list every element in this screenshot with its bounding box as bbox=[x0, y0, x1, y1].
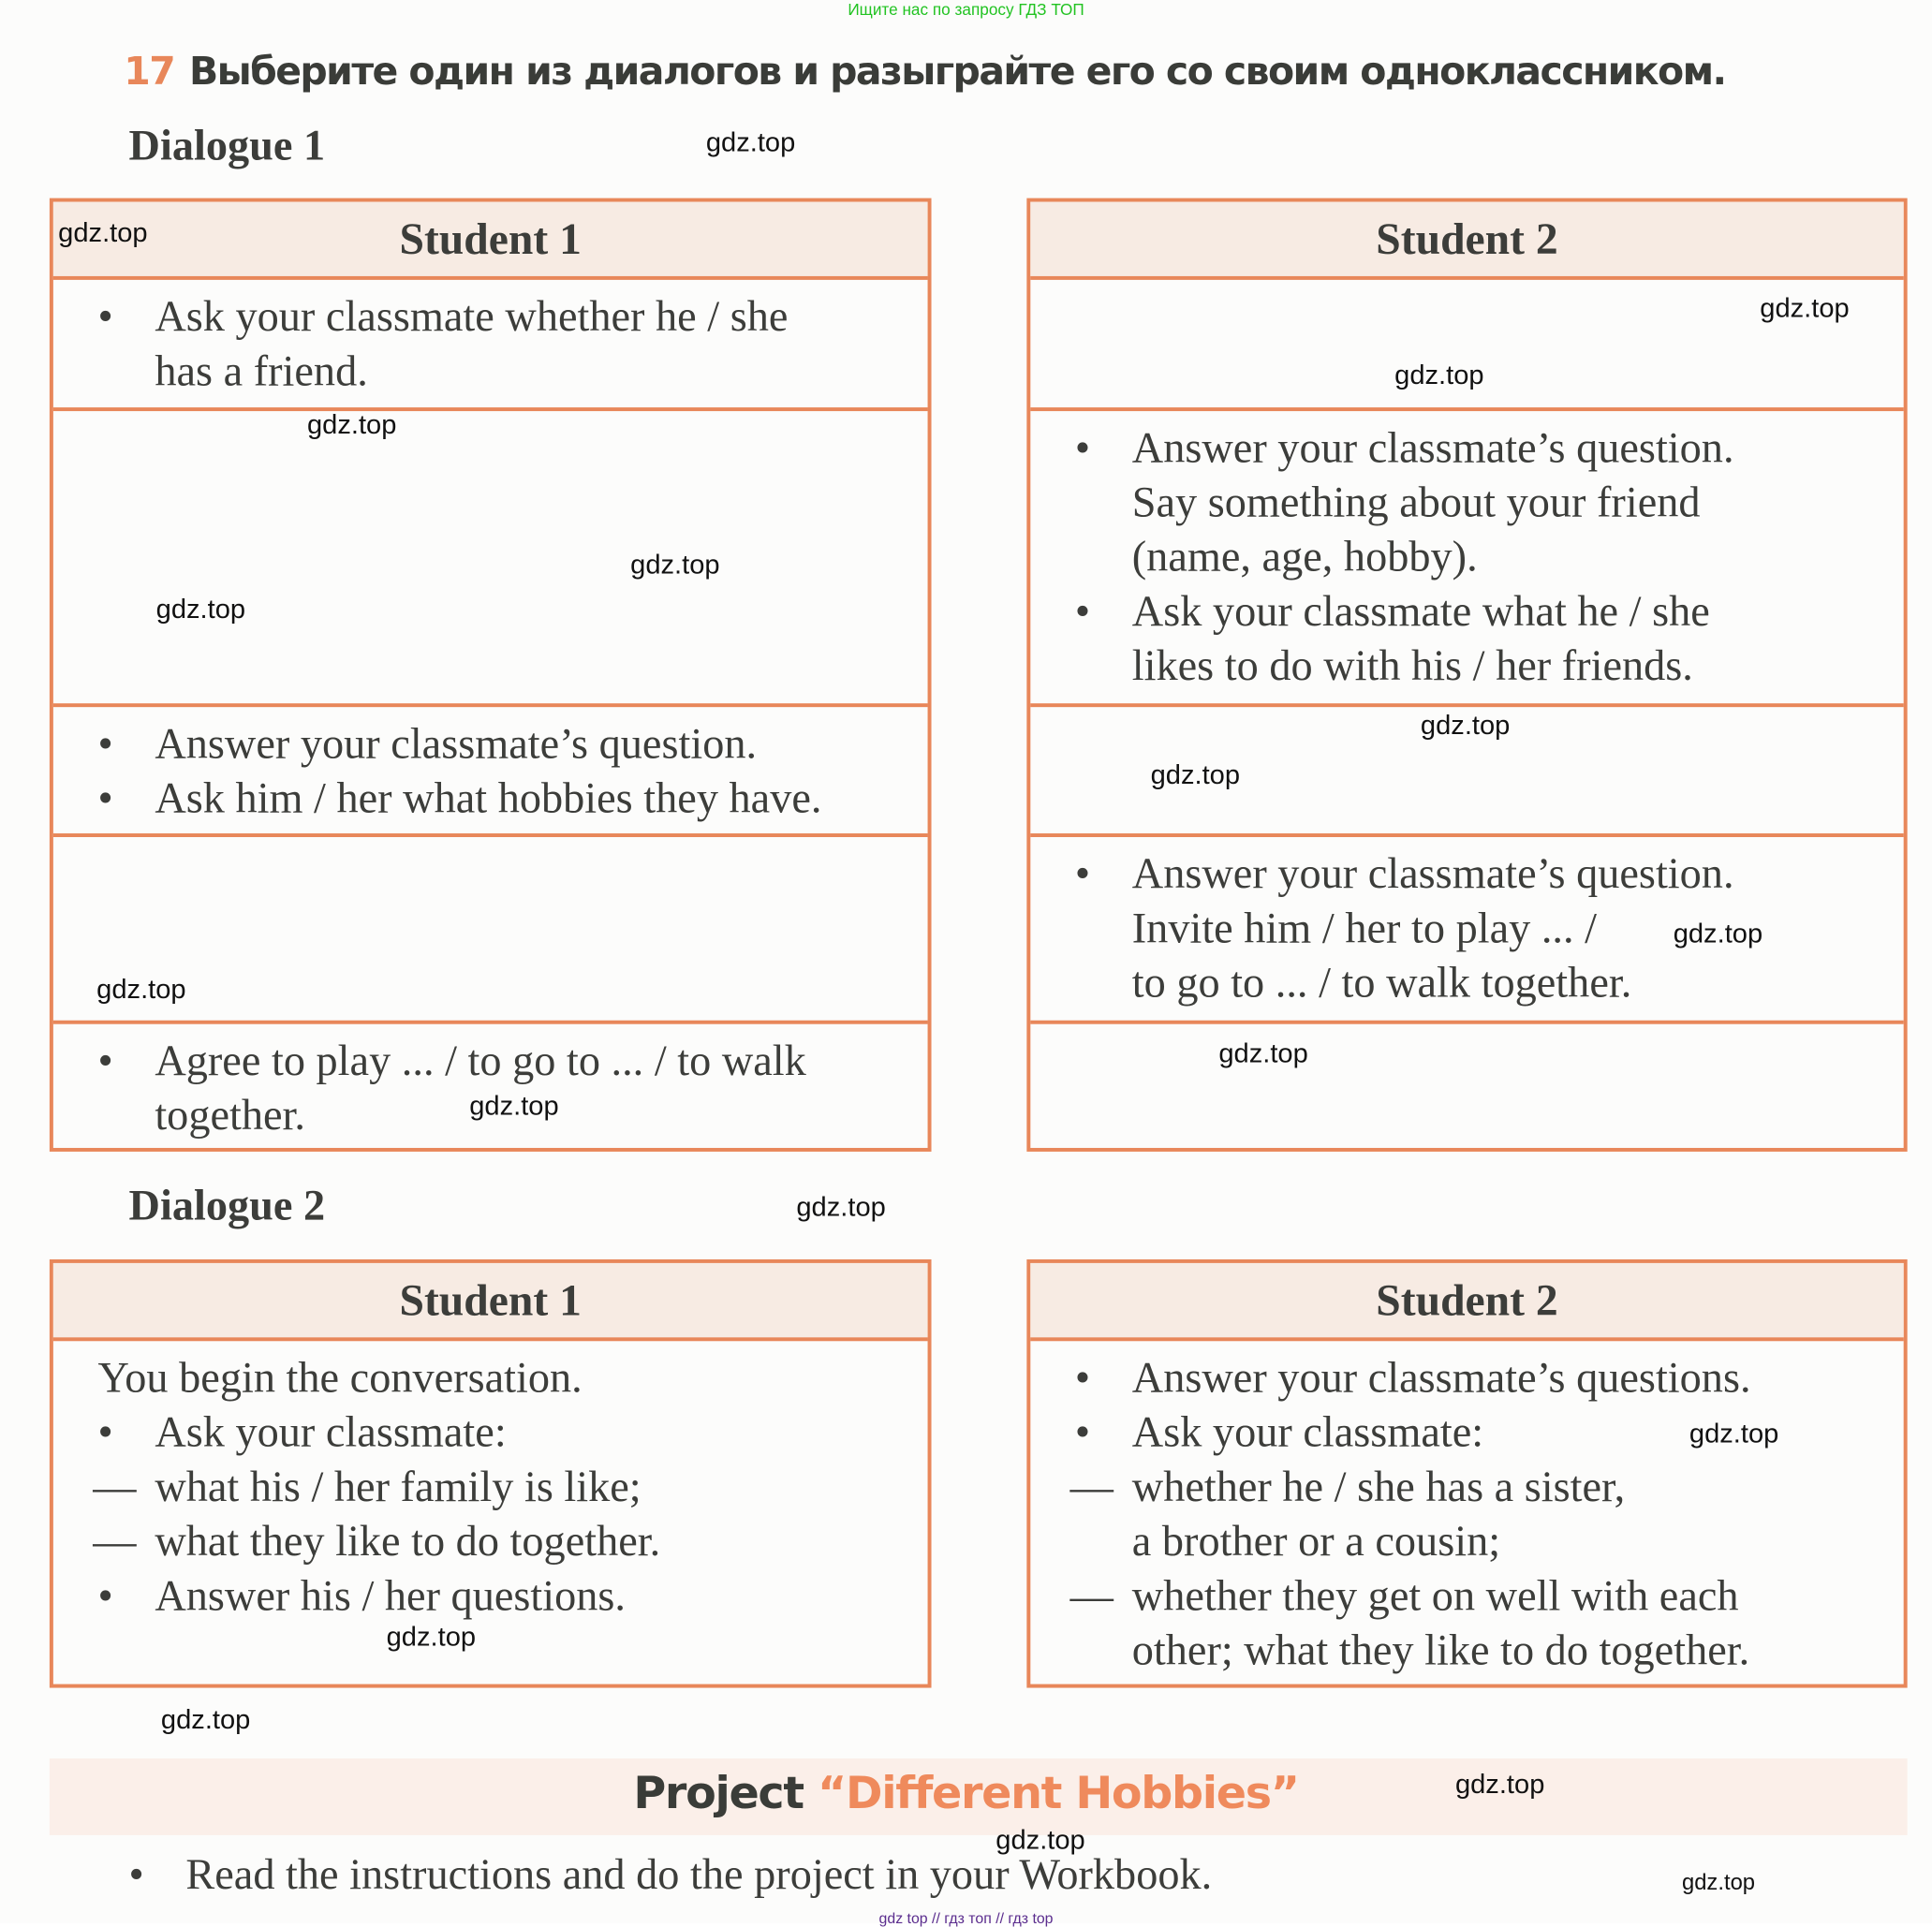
instruction: (name, age, hobby). bbox=[1131, 532, 1478, 581]
instruction: to go to ... / to walk together. bbox=[1131, 958, 1632, 1008]
instruction: • Answer your classmate’s question. bbox=[1075, 847, 1892, 902]
dialogue1-student1-table bbox=[50, 199, 932, 1152]
dialogue1-title: Dialogue 1 bbox=[128, 121, 326, 170]
instruction: • Ask your classmate whether he / she bbox=[97, 289, 915, 344]
dialogue1-student2-table bbox=[1026, 199, 1907, 1152]
instruction: Invite him / her to play ... / bbox=[1131, 904, 1597, 953]
watermark: gdz.top bbox=[705, 125, 796, 157]
dialogue2-student1-table bbox=[50, 1259, 932, 1688]
task-text: Выберите один из диалогов и разыграйте его со своим одноклассником. bbox=[189, 49, 1726, 95]
watermark: gdz.top bbox=[630, 548, 720, 580]
dialogue2-student2-table bbox=[1026, 1259, 1907, 1688]
instruction: — whether they get on well with each bbox=[1075, 1569, 1892, 1624]
instruction: You begin the conversation. bbox=[97, 1353, 583, 1403]
task-number: 17 bbox=[124, 49, 175, 95]
student1-header: Student 1 bbox=[53, 202, 928, 276]
watermark: gdz.top bbox=[796, 1191, 886, 1223]
search-banner[interactable]: Ищите нас по запросу ГДЗ ТОП bbox=[848, 0, 1084, 19]
table-row bbox=[1030, 833, 1903, 1022]
watermark: gdz.top bbox=[1689, 1418, 1779, 1449]
instruction: • Answer your classmate’s question. bbox=[97, 717, 915, 772]
instruction: other; what they like to do together. bbox=[1131, 1625, 1750, 1675]
instruction: has a friend. bbox=[155, 346, 368, 395]
watermark: gdz.top bbox=[386, 1621, 477, 1653]
watermark: gdz.top bbox=[1681, 1869, 1756, 1895]
watermark: gdz.top bbox=[58, 216, 148, 248]
watermark: gdz.top bbox=[1454, 1768, 1545, 1800]
student2-header: Student 2 bbox=[1030, 202, 1903, 276]
table-row bbox=[1030, 1337, 1903, 1684]
table-row bbox=[53, 1337, 928, 1684]
instruction: — what his / her family is like; bbox=[97, 1460, 915, 1514]
watermark: gdz.top bbox=[1420, 709, 1511, 741]
instruction: Say something about your friend bbox=[1131, 478, 1701, 527]
table-row bbox=[1030, 1021, 1903, 1152]
project-heading bbox=[0, 1769, 1932, 1819]
watermark: gdz.top bbox=[995, 1824, 1085, 1856]
instruction: • Ask him / her what hobbies they have. bbox=[97, 772, 915, 826]
watermark: gdz.top bbox=[1218, 1037, 1308, 1069]
table-row bbox=[1030, 407, 1903, 704]
instruction: • Ask your classmate: bbox=[97, 1405, 915, 1460]
instruction: • Ask your classmate: bbox=[1075, 1405, 1892, 1460]
watermark: gdz.top bbox=[1150, 758, 1241, 790]
watermark: gdz.top bbox=[1673, 917, 1763, 949]
project-label: Project bbox=[633, 1768, 804, 1819]
table-row bbox=[53, 703, 928, 834]
instruction: • Ask your classmate what he / she bbox=[1075, 584, 1892, 639]
footer-links[interactable]: gdz top // гдз топ // гдз top bbox=[878, 1909, 1054, 1927]
student2-header: Student 2 bbox=[1030, 1263, 1903, 1337]
watermark: gdz.top bbox=[1760, 292, 1850, 324]
instruction: likes to do with his / her friends. bbox=[1131, 641, 1693, 690]
instruction: • Answer your classmate’s question. bbox=[1075, 421, 1892, 476]
table-row bbox=[53, 1021, 928, 1152]
instruction: • Answer his / her questions. bbox=[97, 1569, 915, 1624]
task-heading bbox=[124, 50, 1725, 95]
project-instruction: • Read the instructions and do the project in your Workbook. bbox=[129, 1847, 1492, 1902]
watermark: gdz.top bbox=[469, 1089, 559, 1121]
instruction: a brother or a cousin; bbox=[1131, 1517, 1501, 1566]
dialogue2-title: Dialogue 2 bbox=[128, 1181, 326, 1230]
instruction: — whether he / she has a sister, bbox=[1075, 1460, 1892, 1514]
watermark: gdz.top bbox=[1394, 359, 1484, 390]
table-row bbox=[53, 276, 928, 407]
instruction: • Answer your classmate’s questions. bbox=[1075, 1351, 1892, 1405]
table-row bbox=[53, 407, 928, 704]
watermark: gdz.top bbox=[306, 408, 397, 440]
watermark: gdz.top bbox=[160, 1703, 251, 1735]
instruction: — what they like to do together. bbox=[97, 1514, 915, 1568]
project-title: “Different Hobbies” bbox=[818, 1768, 1299, 1819]
student1-header: Student 1 bbox=[53, 1263, 928, 1337]
watermark: gdz.top bbox=[96, 973, 186, 1005]
watermark: gdz.top bbox=[155, 593, 246, 625]
instruction: • Agree to play ... / to go to ... / to walk bbox=[97, 1034, 915, 1088]
instruction: together. bbox=[155, 1091, 305, 1140]
